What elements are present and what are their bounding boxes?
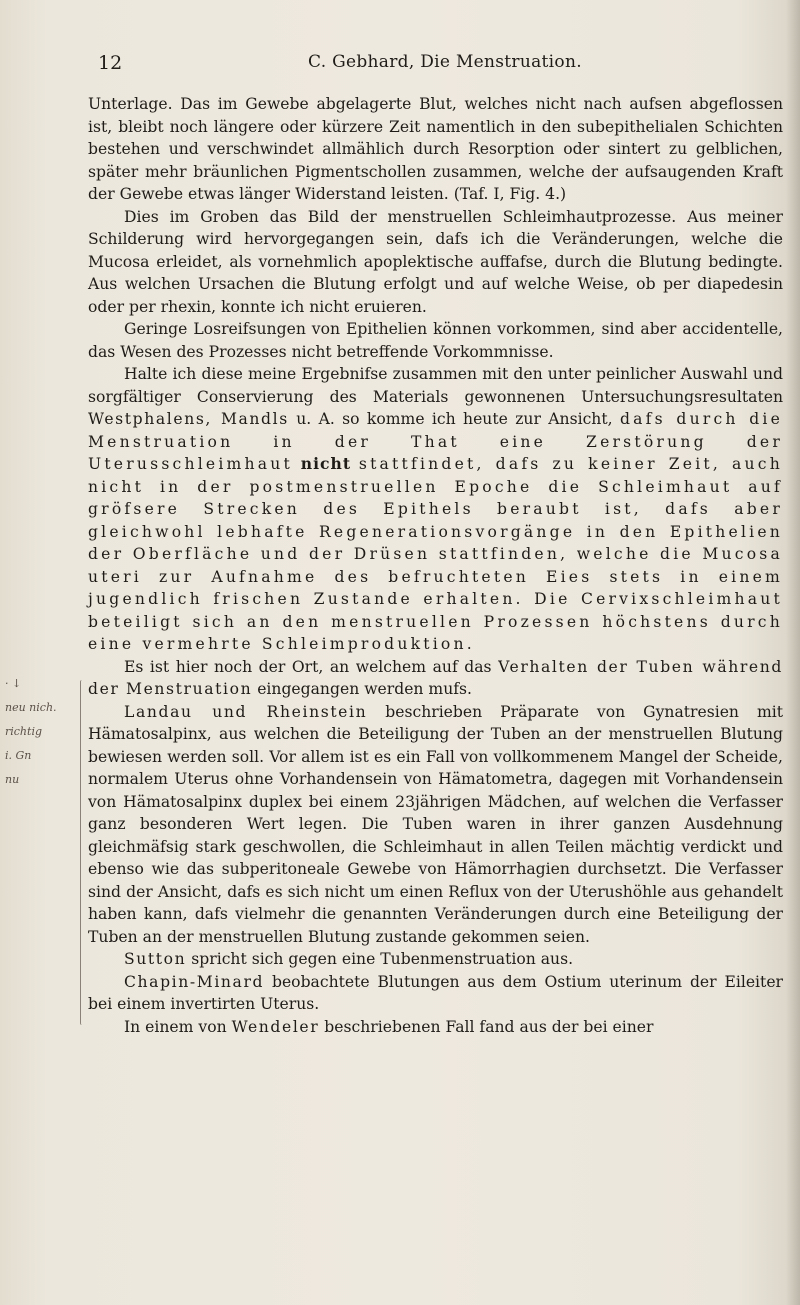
body-text [88,93,783,1038]
author-names: Chapin-Minard [124,972,265,991]
text-run: In einem von [124,1017,227,1036]
paragraph [88,363,783,656]
author-names: Wendeler [231,1017,320,1036]
running-title: C. Gebhard, Die Menstruation. [308,52,582,72]
emphasized-topic: Verhalten der Tuben während der Menstruation [88,657,783,698]
text-run: eingegangen werden mufs. [257,680,472,698]
text-run: beschrieben Präparate von Gynatresien mit Hämatosalpinx, aus welchen die Beteiligung der Tuben an der menstruellen Blutung bewiesen werden soll. Vor allem ist es ein Fall von vollkommenem Mangel der Scheide, normalem Uterus ohne Vorhandensein von Hämatometra, dagegen mit Vorhandensein von Hämatosalpinx duplex bei einem 23jährigen Mädchen, auf welchen die Verfasser ganz besonderen Wert legen. Die Tuben waren in ihrer ganzen Ausdehnung gleichmäfsig stark geschwollen, die Schleimhaut in allen Teilen mächtig verdickt und ebenso wie das subperitoneale Gewebe von Hämorrhagien durchsetzt. Die Verfasser sind der Ansicht, dafs es sich nicht um einen Reflux von der Uterushöhle aus gehandelt haben kann, dafs vielmehr die genannten Veränderungen durch eine Beteiligung der Tuben an der menstruellen Blutung zustande gekommen seien. [88,702,783,946]
paragraph: Geringe Losreifsungen von Epithelien können vorkommen, sind aber accidentelle, das Wesen des Prozesses nicht betreffende Vorkommnisse. [88,320,783,361]
pencil-margin-mark [80,680,85,1025]
bold-emphasis: nicht [300,454,352,473]
handwritten-marginalia [5,672,75,792]
text-run: Halte ich diese meine Ergebnifse zusammen mit den unter peinlicher Auswahl und sorgfältiger Conservierung des Materials gewonnenen Untersuchungsresultaten [88,365,783,406]
emphasized-conclusion: dafs durch die Menstruation in der That eine Zerstörung der Uterusschleimhaut [88,410,783,473]
author-names: Westphalens, Mandls [88,410,289,428]
text-run: u. A. so komme ich heute zur Ansicht, [296,410,613,428]
paragraph: Unterlage. Das im Gewebe abgelagerte Blut, welches nicht nach aufsen abgeflossen ist, bleibt noch längere oder kürzere Zeit namentlich in den subepithelialen Schichten bestehen und verschwindet allmählich durch Resorption oder sintert zu gelblichen, später mehr bräunlichen Pigmentschollen zusammen, welche der aufsaugenden Kraft der Gewebe etwas länger Widerstand leisten. (Taf. I, Fig. 4.) [88,95,783,203]
text-run: Es ist hier noch der Ort, an welchem auf das [124,657,492,676]
marginal-note: richtig [5,725,43,738]
paragraph [88,971,783,1016]
author-names: Sutton [124,950,187,968]
paragraph [88,1016,783,1039]
text-run: beobachtete Blutungen aus dem Ostium uterinum der Eileiter bei einem invertirten Uterus. [88,972,783,1013]
text-run: beschriebenen Fall fand aus der bei einer [324,1017,654,1036]
emphasized-conclusion: stattfindet, dafs zu keiner Zeit, auch nicht in der postmenstruellen Epoche die Schleimhaut auf gröfsere Strecken des Epithels beraubt ist, dafs aber gleichwohl lebhafte Regenerationsvorgänge in den Epithelien der Oberfläche und der Drüsen stattfinden, welche die Mucosa uteri zur Aufnahme des befruchteten Eies stets in einem jugendlich frischen Zustande erhalten. Die Cervixschleimhaut beteiligt sich an den menstruellen Prozessen höchstens durch eine vermehrte Schleimproduktion. [88,455,783,653]
paragraph: Dies im Groben das Bild der menstruellen Schleimhautprozesse. Aus meiner Schilderung wird hervorgegangen sein, dafs ich die Veränderungen, welche die Mucosa erleidet, als vornehmlich apoplektische auffafse, durch die Blutung bedingte. Aus welchen Ursachen die Blutung erfolgt und auf welche Weise, ob per diapedesin oder per rhexin, konnte ich nicht eruieren. [88,207,783,316]
paragraph [88,701,783,949]
marginal-note: neu nich. [5,701,57,714]
page-edge-shadow [786,0,800,1305]
marginal-note: i. Gn [5,749,32,762]
paragraph [88,948,783,971]
text-run: spricht sich gegen eine Tubenmenstruation aus. [191,950,574,968]
marginal-note: nu [5,773,20,786]
page-header [88,52,783,80]
author-names: Landau und Rheinstein [124,702,368,721]
marginal-note: · ↓ [5,677,22,690]
paragraph [88,656,783,701]
page-number: 12 [98,52,123,74]
